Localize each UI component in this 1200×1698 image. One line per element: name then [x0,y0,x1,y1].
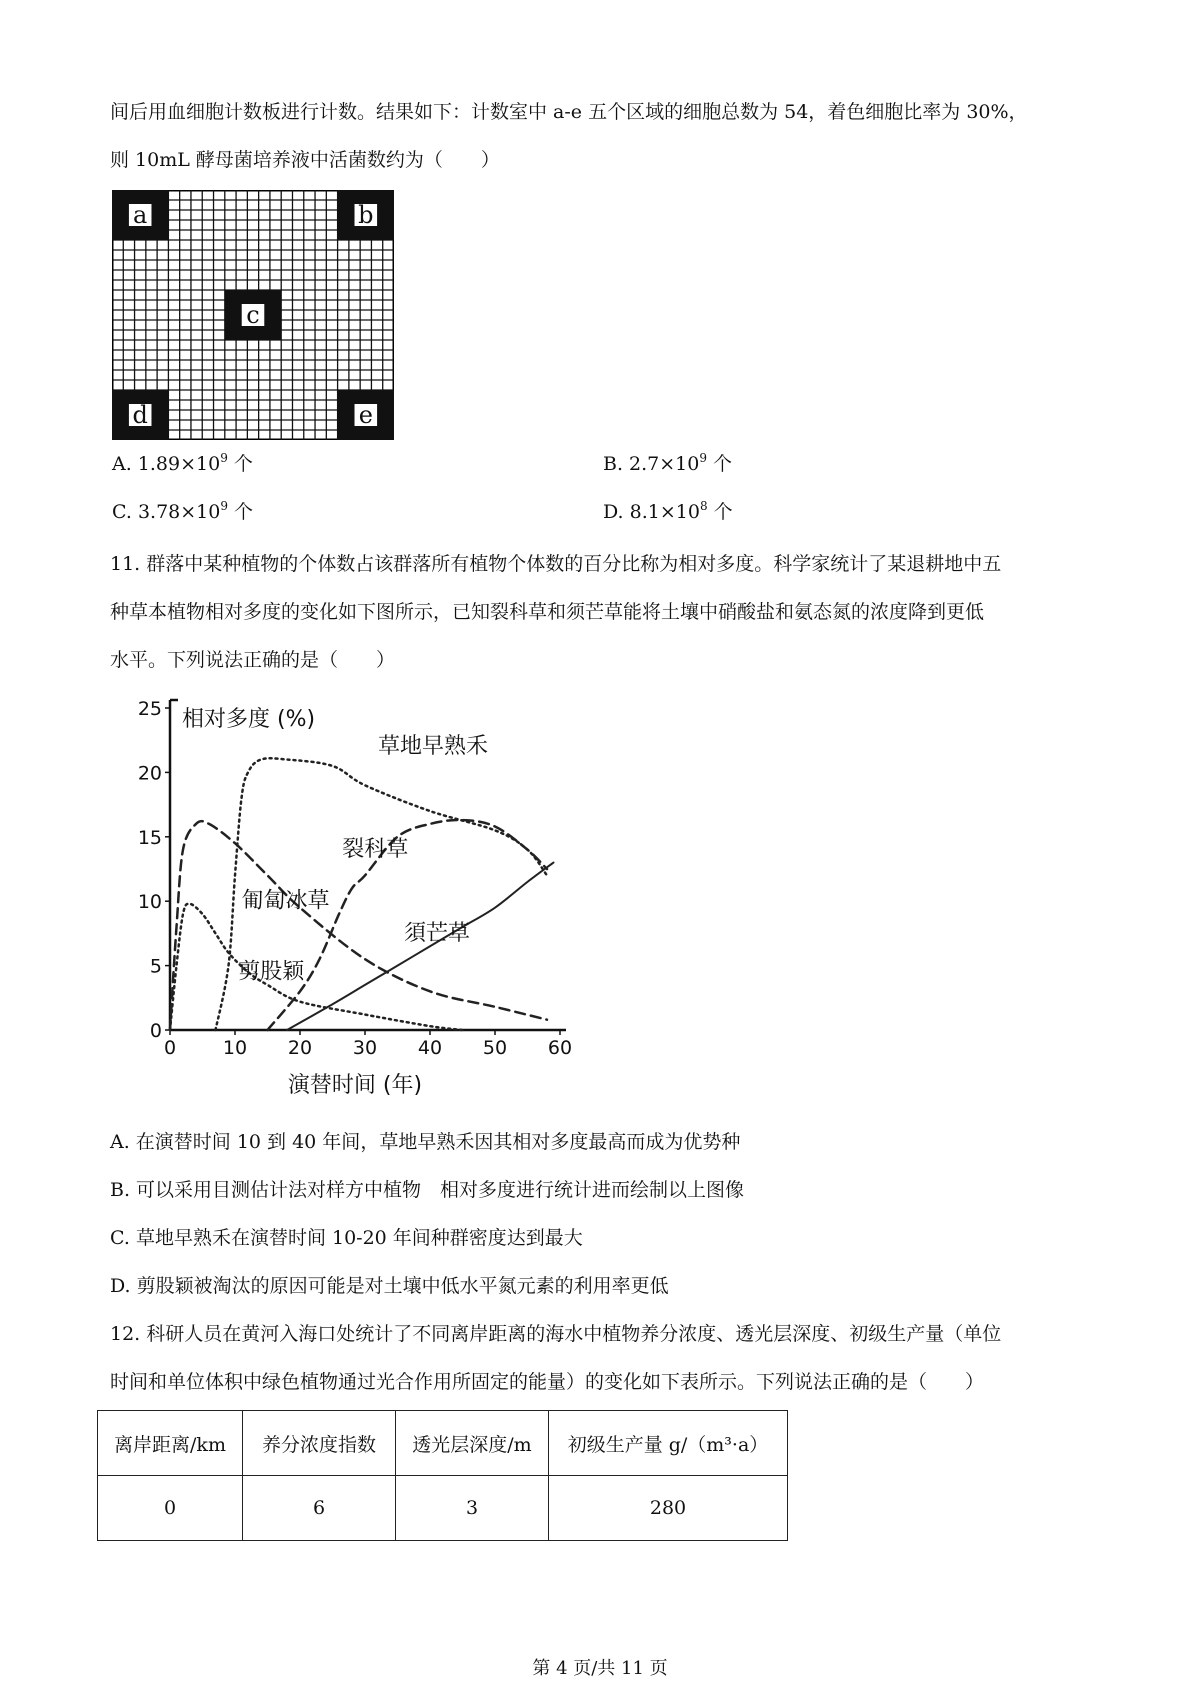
series-label: 剪股颖 [238,959,305,985]
q11-option-b: B. 可以采用目测估计法对样方中植物 相对多度进行统计进而绘制以上图像 [110,1179,745,1201]
q11-text-line3: 水平。下列说法正确的是（ ） [110,649,396,671]
grid-square-label: c [246,301,260,329]
table-header-cell: 初级生产量 g/（m³·a） [549,1411,788,1476]
option-unit: 个 [707,501,733,523]
option-unit: 个 [227,501,254,523]
q10-option-a [112,452,253,476]
y-tick-label: 10 [137,891,162,914]
table-header-cell: 离岸距离/km [98,1411,243,1476]
option-exponent: 9 [220,451,228,465]
table-cell: 0 [98,1476,243,1541]
option-exponent: 8 [699,499,708,513]
y-axis-label: 相对多度 (%) [182,707,316,732]
table-cell: 3 [396,1476,549,1541]
y-tick-label: 5 [149,955,162,978]
page-footer: 第 4 页/共 11 页 [532,1658,668,1679]
x-tick-label: 60 [547,1037,573,1059]
q11-option-c: C. 草地早熟禾在演替时间 10-20 年间种群密度达到最大 [110,1227,583,1249]
q10-option-c [112,500,253,524]
y-tick-label: 20 [137,762,162,785]
table-row [98,1476,788,1541]
q12-data-table [97,1410,788,1541]
option-exponent: 9 [220,499,228,513]
y-tick-label: 0 [149,1020,162,1042]
y-tick-label: 15 [137,826,162,849]
q11-option-a: A. 在演替时间 10 到 40 年间，草地早熟禾因其相对多度最高而成为优势种 [110,1131,741,1153]
x-tick-label: 30 [352,1037,378,1059]
x-tick-label: 50 [482,1037,508,1059]
table-header-cell: 透光层深度/m [396,1411,549,1476]
grid-square-label: a [133,201,148,229]
option-text: B. 2.7×10 [603,453,700,475]
series-label: 須芒草 [404,920,471,946]
q10-text-line2: 则 10mL 酵母菌培养液中活菌数约为（ ） [110,149,500,171]
x-tick-label: 20 [287,1037,313,1059]
table-header-row [98,1411,788,1476]
q11-text-line2: 种草本植物相对多度的变化如下图所示，已知裂科草和须芒草能将土壤中硝酸盐和氨态氮的浓度降到更低 [110,601,985,623]
series-label: 裂科草 [342,837,409,863]
option-unit: 个 [227,453,253,475]
q12-text-line1: 12. 科研人员在黄河入海口处统计了不同离岸距离的海水中植物养分浓度、透光层深度、初级生产量（单位 [110,1323,1002,1345]
table-header-cell: 养分浓度指数 [243,1411,396,1476]
option-text: A. 1.89×10 [112,453,221,475]
q10-option-d [603,500,733,524]
q11-option-d: D. 剪股颖被淘汰的原因可能是对土壤中低水平氮元素的利用率更低 [110,1275,669,1297]
table-cell: 280 [549,1476,788,1541]
hemocytometer-grid-figure [112,190,394,440]
series-label: 草地早熟禾 [378,734,489,760]
x-tick-label: 40 [417,1037,443,1059]
q11-text-line1: 11. 群落中某种植物的个体数占该群落所有植物个体数的百分比称为相对多度。科学家统计了某退耕地中五 [110,553,1002,575]
grid-square-label: b [358,201,374,229]
option-exponent: 9 [699,451,707,465]
x-tick-label: 10 [222,1037,248,1059]
option-unit: 个 [707,453,733,475]
option-text: D. 8.1×10 [603,501,700,523]
q10-text-line1: 间后用血细胞计数板进行计数。结果如下：计数室中 a-e 五个区域的细胞总数为 54，着色细胞比率为 30%， [110,101,1028,123]
q12-text-line2: 时间和单位体积中绿色植物通过光合作用所固定的能量）的变化如下表所示。下列说法正确的是（ ） [110,1371,985,1393]
x-axis-label: 演替时间 (年) [287,1073,423,1098]
succession-line-chart [120,680,580,1112]
y-tick-label: 25 [137,698,162,720]
option-text: C. 3.78×10 [112,501,221,523]
grid-square-label: d [132,401,148,429]
grid-square-label: e [358,401,373,429]
q10-option-b [603,452,732,476]
x-tick-label: 0 [163,1037,177,1059]
table-cell: 6 [243,1476,396,1541]
series-label: 匍匐冰草 [241,888,330,914]
